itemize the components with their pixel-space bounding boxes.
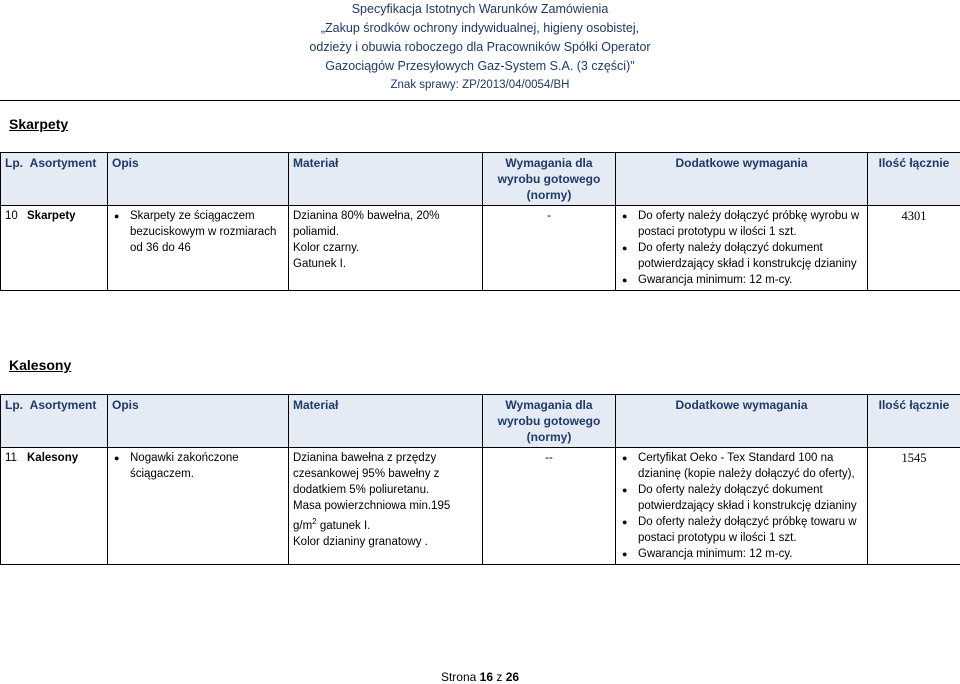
- cell-material: [289, 206, 483, 291]
- header-opis: Opis: [108, 395, 289, 448]
- header-lp: Lp.: [5, 156, 23, 170]
- header-divider: [0, 100, 960, 101]
- footer-page-number: 16: [479, 670, 494, 684]
- dodatkowe-item: ● Gwarancja minimum: 12 m-cy.: [620, 272, 863, 288]
- table-row: [1, 206, 960, 291]
- material-line: Dzianina 80% bawełna, 20% poliamid.: [293, 210, 440, 238]
- header-dodatkowe: Dodatkowe wymagania: [616, 395, 868, 448]
- header-line-2: „Zakup środków ochrony indywidualnej, higieny osobistej,: [320, 21, 640, 35]
- document-header: [0, 0, 960, 95]
- footer-total-pages: 26: [505, 670, 520, 684]
- row-asortyment: Kalesony: [27, 452, 79, 464]
- cell-opis: [108, 206, 289, 291]
- opis-item: ● Nogawki zakończone ściągaczem.: [112, 450, 284, 482]
- header-lp-asortyment: [1, 153, 108, 206]
- header-lp: Lp.: [5, 398, 23, 412]
- header-ilosc: Ilość łącznie: [868, 395, 960, 448]
- cell-opis: [108, 448, 289, 565]
- dodatkowe-item: ● Do oferty należy dołączyć dokument potwierdzający skład i konstrukcję dzianiny: [620, 240, 863, 272]
- header-dodatkowe: Dodatkowe wymagania: [616, 153, 868, 206]
- table-header-row: [1, 153, 960, 206]
- header-material: Materiał: [289, 395, 483, 448]
- footer-middle: z: [493, 670, 506, 684]
- material-unit: g/m: [293, 519, 313, 532]
- opis-item: ● Skarpety ze ściągaczem bezuciskowym w rozmiarach od 36 do 46: [112, 208, 284, 256]
- header-asortyment: Asortyment: [29, 156, 97, 170]
- header-ilosc: Ilość łącznie: [868, 153, 960, 206]
- cell-asortyment: [1, 206, 108, 291]
- table-row: [1, 448, 960, 565]
- header-asortyment: Asortyment: [29, 398, 97, 412]
- cell-ilosc: 1545: [868, 448, 960, 565]
- header-wymagania: Wymagania dla wyrobu gotowego (normy): [483, 395, 616, 448]
- cell-asortyment: [1, 448, 108, 565]
- header-wymagania: Wymagania dla wyrobu gotowego (normy): [483, 153, 616, 206]
- material-line: Masa powierzchniowa min.195: [293, 500, 451, 512]
- dodatkowe-item: ● Do oferty należy dołączyć dokument potwierdzający skład i konstrukcję dzianiny: [620, 482, 863, 514]
- cell-ilosc: 4301: [868, 206, 960, 291]
- cell-dodatkowe: [616, 448, 868, 565]
- section-title-kalesony: Kalesony: [9, 357, 72, 373]
- dodatkowe-item: ● Gwarancja minimum: 12 m-cy.: [620, 546, 863, 562]
- material-line: Kolor dzianiny granatowy .: [293, 535, 428, 548]
- material-unit-exponent: 2: [312, 517, 317, 526]
- cell-dodatkowe: [616, 206, 868, 291]
- material-line: Kolor czarny.: [293, 242, 360, 254]
- header-opis: Opis: [108, 153, 289, 206]
- row-asortyment: Skarpety: [27, 210, 76, 222]
- cell-wymagania: --: [483, 448, 616, 565]
- row-lp: 10: [5, 210, 18, 222]
- table-header-row: [1, 395, 960, 448]
- dodatkowe-item: ● Certyfikat Oeko - Tex Standard 100 na dzianinę (kopie należy dołączyć do oferty),: [620, 450, 863, 482]
- dodatkowe-item: ● Do oferty należy dołączyć próbkę wyrobu w postaci prototypu w ilości 1 szt.: [620, 208, 863, 240]
- material-grade: gatunek I.: [316, 519, 371, 532]
- spec-table-kalesony: [0, 394, 960, 565]
- header-line-1: Specyfikacja Istotnych Warunków Zamówienia: [351, 2, 609, 16]
- header-material: Materiał: [289, 153, 483, 206]
- spec-table-skarpety: [0, 152, 960, 291]
- page-footer: [0, 670, 960, 684]
- cell-wymagania: -: [483, 206, 616, 291]
- header-line-4: Gazociągów Przesyłowych Gaz-System S.A. (3 części)": [325, 59, 635, 73]
- header-line-case-number: Znak sprawy: ZP/2013/04/0054/BH: [390, 79, 570, 91]
- cell-material: [289, 448, 483, 565]
- header-line-3: odzieży i obuwia roboczego dla Pracowników Spółki Operator: [309, 40, 651, 54]
- material-line: Gatunek I.: [293, 258, 347, 270]
- footer-prefix: Strona: [440, 670, 480, 684]
- material-line: Dzianina bawełna z przędzy czesankowej 95% bawełny z dodatkiem 5% poliuretanu.: [293, 452, 440, 496]
- dodatkowe-item: ● Do oferty należy dołączyć próbkę towaru w postaci prototypu w ilości 1 szt.: [620, 514, 863, 546]
- header-lp-asortyment: [1, 395, 108, 448]
- material-line: [293, 514, 478, 534]
- section-title-skarpety: Skarpety: [9, 116, 69, 132]
- row-lp: 11: [5, 452, 17, 464]
